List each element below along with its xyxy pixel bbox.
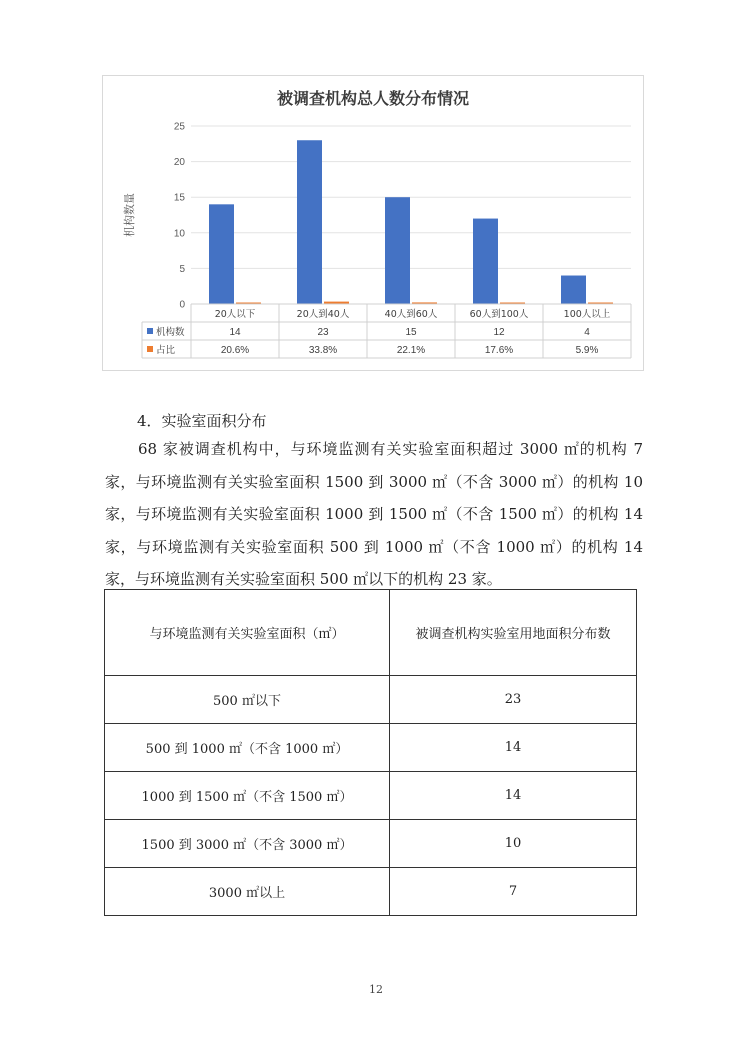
x-tick-label: 40人到60人 [384, 309, 438, 320]
x-tick-label: 20人到40人 [296, 309, 350, 320]
y-axis-label: 机构数量 [123, 193, 136, 237]
chart-title: 被调查机构总人数分布情况 [276, 89, 469, 108]
x-tick-label: 100人以上 [563, 309, 611, 320]
y-tick-label: 10 [173, 228, 185, 240]
table-cell-count: 23 [390, 676, 637, 724]
table-header-count: 被调查机构实验室用地面积分布数 [390, 590, 637, 676]
table-cell-area: 500 ㎡以下 [105, 676, 390, 724]
y-tick-label: 15 [173, 192, 185, 204]
y-tick-label: 5 [179, 263, 185, 275]
table-cell-count: 14 [390, 772, 637, 820]
bar-chart [103, 76, 643, 370]
page-number: 12 [369, 983, 383, 996]
data-label: 5.9% [575, 345, 599, 356]
data-label: 23 [317, 327, 329, 338]
table-row [105, 772, 637, 820]
data-label: 22.1% [396, 345, 426, 356]
table-cell-count: 10 [390, 820, 637, 868]
table-row [105, 724, 637, 772]
section-heading: 4．实验室面积分布 [137, 412, 267, 430]
bar-机构数 [385, 197, 410, 304]
section-paragraph: 68 家被调查机构中，与环境监测有关实验室面积超过 3000 ㎡的机构 7 家，与环境监测有关实验室面积 1500 到 3000 ㎡（不含 3000 ㎡）的机构 10 家，与环境监测有关实验室面积 1000 到 1500 ㎡（不含 1500 ㎡）的机构 14 家，与环境监测有关实验室面积 500 到 1000 ㎡（不含 1000 ㎡）的机构 14 家，与环境监测有关实验室面积 500 ㎡以下的机构 23 家。 [105, 440, 643, 588]
data-label: 12 [493, 327, 505, 338]
table-row [105, 868, 637, 916]
table-cell-area: 1500 到 3000 ㎡（不含 3000 ㎡） [105, 820, 390, 868]
bar-机构数 [297, 140, 322, 304]
legend-key-占比 [147, 346, 153, 352]
legend-label: 占比 [156, 345, 176, 356]
x-tick-label: 60人到100人 [469, 309, 529, 320]
data-label: 17.6% [484, 345, 514, 356]
table-cell-count: 7 [390, 868, 637, 916]
table-row [105, 676, 637, 724]
y-tick-label: 20 [173, 157, 185, 169]
lab-area-table [104, 589, 637, 916]
table-cell-count: 14 [390, 724, 637, 772]
y-tick-label: 25 [173, 121, 185, 133]
bar-机构数 [561, 276, 586, 304]
table-header-area: 与环境监测有关实验室面积（㎡） [105, 590, 390, 676]
legend-label: 机构数 [156, 327, 185, 338]
data-label: 33.8% [308, 345, 338, 356]
data-label: 14 [229, 327, 241, 338]
table-row [105, 820, 637, 868]
data-label: 15 [405, 327, 417, 338]
data-label: 4 [584, 327, 590, 338]
bar-机构数 [473, 219, 498, 304]
chart-container [102, 75, 644, 371]
bar-机构数 [209, 204, 234, 304]
table-cell-area: 500 到 1000 ㎡（不含 1000 ㎡） [105, 724, 390, 772]
y-tick-label: 0 [179, 299, 185, 311]
table-cell-area: 3000 ㎡以上 [105, 868, 390, 916]
data-label: 20.6% [220, 345, 250, 356]
table-cell-area: 1000 到 1500 ㎡（不含 1500 ㎡） [105, 772, 390, 820]
legend-key-机构数 [147, 328, 153, 334]
x-tick-label: 20人以下 [214, 309, 256, 320]
table-header-row [105, 590, 637, 676]
